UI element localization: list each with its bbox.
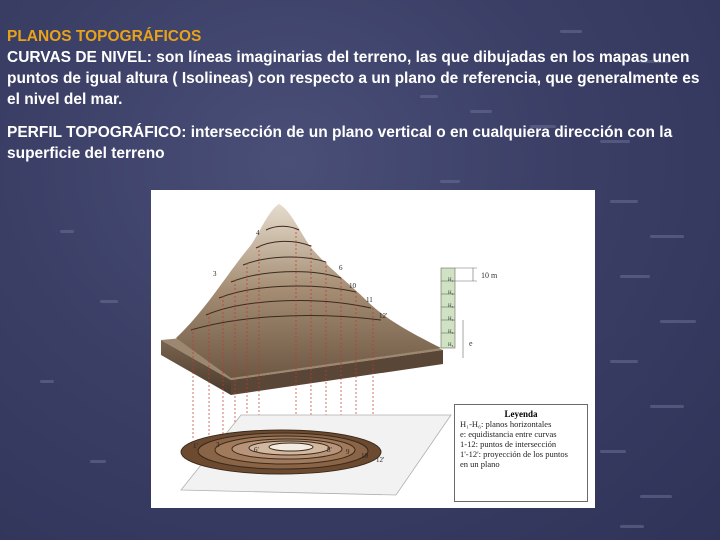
perfil-topografico-paragraph: PERFIL TOPOGRÁFICO: intersección de un plano vertical o en cualquiera dirección con la superficie del terreno [7,124,673,162]
svg-text:4: 4 [256,229,260,237]
svg-text:10: 10 [349,282,356,290]
h3-label: H₃ [448,304,454,309]
legend-title: Leyenda [504,409,538,419]
scale-label: 10 m [481,271,498,280]
legend-box [454,404,588,502]
h2-label: H₂ [448,291,454,296]
svg-text:9: 9 [346,448,350,456]
legend-line: en un plano [460,459,500,469]
curvas-de-nivel-paragraph: CURVAS DE NIVEL: son líneas imaginarias del terreno, las que dibujadas en los mapas unen puntos de igual altura ( Isolineas) con respecto a un plano de referencia, que generalmente es el nivel del mar. [7,49,700,108]
svg-text:12': 12' [376,456,385,464]
slide-text-block [7,26,713,164]
legend-line: 1'-12': proyección de los puntos [460,449,568,459]
topographic-diagram [151,190,595,508]
legend-line: e: equidistancia entre curvas [460,429,557,439]
svg-text:1': 1' [193,442,198,450]
slide-title: PLANOS TOPOGRÁFICOS [7,28,202,45]
h6-label: H₆ [448,343,454,348]
svg-text:12': 12' [379,312,388,320]
legend-line: H₁-H₆: planos horizontales [460,419,552,429]
svg-text:8': 8' [327,446,332,454]
svg-text:3: 3 [216,441,220,449]
svg-text:6': 6' [254,446,259,454]
svg-text:3: 3 [213,270,217,278]
svg-text:6: 6 [339,264,343,272]
h4-label: H₄ [448,317,454,322]
svg-text:11: 11 [366,296,373,304]
svg-text:10: 10 [361,452,368,460]
equidistance-label: e [469,339,473,348]
legend-line: 1-12: puntos de intersección [460,439,557,449]
h1-label: H₁ [448,278,454,283]
h5-label: H₅ [448,330,454,335]
